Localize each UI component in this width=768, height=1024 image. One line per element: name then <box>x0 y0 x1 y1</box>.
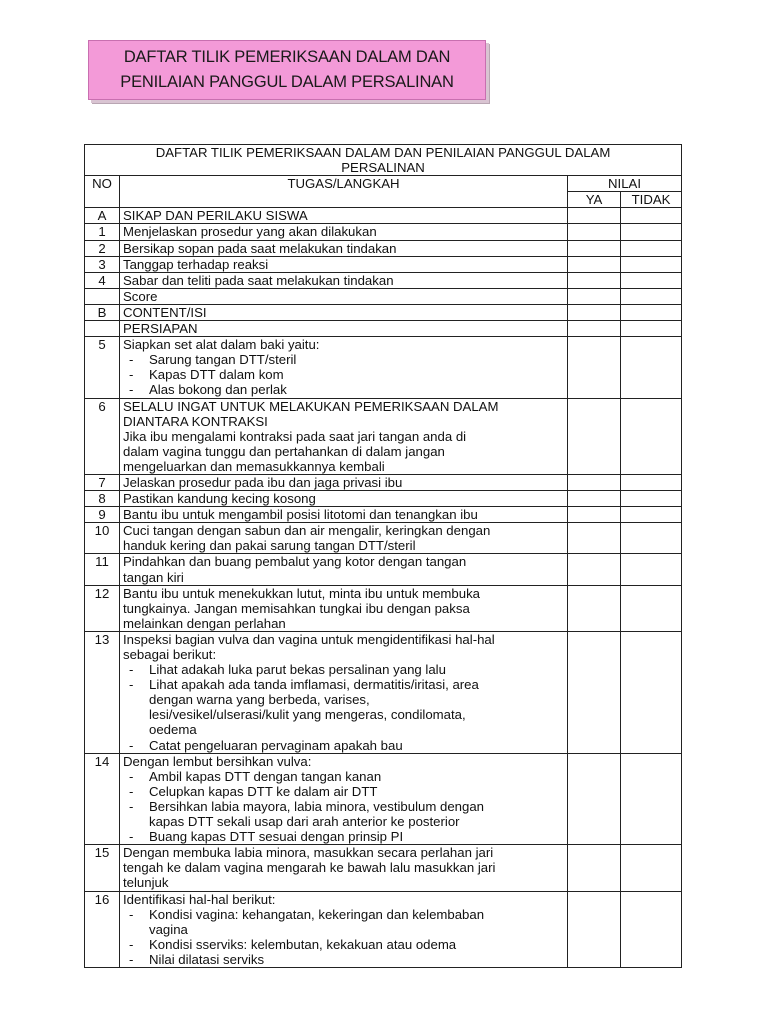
step-text-line <box>123 224 564 239</box>
ya-checkbox-cell[interactable] <box>568 554 621 585</box>
ya-checkbox-cell[interactable] <box>568 304 621 320</box>
column-header-ya: YA <box>568 192 621 208</box>
step-text-line <box>123 459 564 474</box>
step-text: oedema <box>149 722 197 738</box>
document-title-banner <box>88 40 486 100</box>
step-description <box>120 240 568 256</box>
table-title-row <box>85 145 682 176</box>
step-text: lesi/vesikel/ulserasi/kulit yang mengeras, condilomata, <box>149 707 466 723</box>
dash-bullet-icon: - <box>129 662 134 678</box>
step-text-line <box>123 321 564 336</box>
step-text: Nilai dilatasi serviks <box>149 951 265 967</box>
dash-bullet-icon: - <box>129 951 134 967</box>
step-text: PERSIAPAN <box>123 321 198 337</box>
step-text-line <box>123 305 564 320</box>
ya-checkbox-cell[interactable] <box>568 272 621 288</box>
tidak-checkbox-cell[interactable] <box>621 398 682 474</box>
step-text: dalam vagina tunggu dan pertahankan di dalam jangan <box>123 443 445 459</box>
step-text-line <box>123 337 564 352</box>
row-number: 14 <box>85 753 120 845</box>
table-row <box>85 507 682 523</box>
step-text-line <box>123 414 564 429</box>
step-text-line <box>123 289 564 304</box>
step-text: Pastikan kandung kecing kosong <box>123 491 316 507</box>
step-description <box>120 507 568 523</box>
row-number: 10 <box>85 523 120 554</box>
ya-checkbox-cell[interactable] <box>568 256 621 272</box>
tidak-checkbox-cell[interactable] <box>621 240 682 256</box>
step-text-line <box>123 208 564 223</box>
step-text: Tanggap terhadap reaksi <box>123 256 269 272</box>
ya-checkbox-cell[interactable] <box>568 240 621 256</box>
table-row <box>85 208 682 224</box>
step-description <box>120 491 568 507</box>
step-text: Score <box>123 288 158 304</box>
step-description <box>120 272 568 288</box>
dash-bullet-icon: - <box>129 829 134 845</box>
tidak-checkbox-cell[interactable] <box>621 585 682 631</box>
step-text: CONTENT/ISI <box>123 304 207 320</box>
step-text-line <box>123 475 564 490</box>
step-text-line <box>123 632 564 647</box>
step-text: handuk kering dan pakai sarung tangan DTT/steril <box>123 538 416 554</box>
step-text-line <box>123 601 564 616</box>
step-text-line <box>123 507 564 522</box>
bullet-item <box>123 367 564 382</box>
tidak-checkbox-cell[interactable] <box>621 523 682 554</box>
step-text: Identifikasi hal-hal berikut: <box>123 891 276 907</box>
row-number: 15 <box>85 845 120 891</box>
row-number: 1 <box>85 224 120 240</box>
dash-bullet-icon: - <box>129 768 134 784</box>
step-text-line <box>123 273 564 288</box>
row-number: 5 <box>85 337 120 398</box>
ya-checkbox-cell[interactable] <box>568 753 621 845</box>
step-description <box>120 208 568 224</box>
step-description <box>120 753 568 845</box>
row-number: 16 <box>85 891 120 967</box>
step-text-line <box>123 754 564 769</box>
step-text-line <box>123 554 564 569</box>
column-header-tidak: TIDAK <box>621 192 682 208</box>
row-number: 2 <box>85 240 120 256</box>
dash-bullet-icon: - <box>129 367 134 383</box>
step-text: melainkan dengan perlahan <box>123 615 286 631</box>
ya-checkbox-cell[interactable] <box>568 208 621 224</box>
step-text-line <box>123 845 564 860</box>
row-number: 12 <box>85 585 120 631</box>
step-text: Celupkan kapas DTT ke dalam air DTT <box>149 783 378 799</box>
step-text: Menjelaskan prosedur yang akan dilakukan <box>123 224 377 240</box>
step-text-line <box>123 257 564 272</box>
ya-checkbox-cell[interactable] <box>568 845 621 891</box>
bullet-item <box>123 382 564 397</box>
step-text: Lihat adakah luka parut bekas persalinan yang lalu <box>149 662 446 678</box>
tidak-checkbox-cell[interactable] <box>621 337 682 398</box>
step-text: Dengan lembut bersihkan vulva: <box>123 753 312 769</box>
bullet-continuation <box>123 722 564 737</box>
step-text-line <box>123 538 564 553</box>
step-text-line <box>123 616 564 631</box>
column-header-row <box>85 176 682 192</box>
step-description <box>120 304 568 320</box>
step-text: tungkainya. Jangan memisahkan tungkai ibu dengan paksa <box>123 600 470 616</box>
table-row <box>85 256 682 272</box>
step-description <box>120 523 568 554</box>
tidak-checkbox-cell[interactable] <box>621 845 682 891</box>
table-title-cell <box>85 145 682 176</box>
row-number <box>85 288 120 304</box>
dash-bullet-icon: - <box>129 382 134 398</box>
step-text: Bantu ibu untuk mengambil posisi litotomi dan tenangkan ibu <box>123 507 478 523</box>
ya-checkbox-cell[interactable] <box>568 523 621 554</box>
step-text: Jika ibu mengalami kontraksi pada saat jari tangan anda di <box>123 428 467 444</box>
ya-checkbox-cell[interactable] <box>568 491 621 507</box>
table-row <box>85 523 682 554</box>
table-row <box>85 398 682 474</box>
row-number: 11 <box>85 554 120 585</box>
step-text: SELALU INGAT UNTUK MELAKUKAN PEMERIKSAAN DALAM <box>123 398 499 414</box>
tidak-checkbox-cell[interactable] <box>621 288 682 304</box>
step-text: Jelaskan prosedur pada ibu dan jaga privasi ibu <box>123 474 403 490</box>
step-text: Bantu ibu untuk menekukkan lutut, minta ibu untuk membuka <box>123 585 481 601</box>
bullet-item <box>123 829 564 844</box>
step-text: Bersihkan labia mayora, labia minora, vestibulum dengan <box>149 798 484 814</box>
tidak-checkbox-cell[interactable] <box>621 507 682 523</box>
step-description <box>120 398 568 474</box>
tidak-checkbox-cell[interactable] <box>621 256 682 272</box>
table-row <box>85 631 682 753</box>
tidak-checkbox-cell[interactable] <box>621 554 682 585</box>
step-text-line <box>123 860 564 875</box>
checklist-table <box>84 144 682 968</box>
banner-title-line-1: DAFTAR TILIK PEMERIKSAAN DALAM DAN <box>123 48 451 66</box>
step-text: Ambil kapas DTT dengan tangan kanan <box>149 768 382 784</box>
bullet-item <box>123 799 564 814</box>
step-text-line <box>123 491 564 506</box>
table-row <box>85 337 682 398</box>
table-row <box>85 845 682 891</box>
bullet-item <box>123 662 564 677</box>
step-text: DIANTARA KONTRAKSI <box>123 413 268 429</box>
table-row <box>85 272 682 288</box>
step-text-line <box>123 241 564 256</box>
row-number: 13 <box>85 631 120 753</box>
column-header-no: NO <box>85 176 120 208</box>
bullet-item <box>123 952 564 967</box>
dash-bullet-icon: - <box>129 352 134 368</box>
step-text: SIKAP DAN PERILAKU SISWA <box>123 208 308 224</box>
step-text: Buang kapas DTT sesuai dengan prinsip PI <box>149 829 404 845</box>
row-number: 3 <box>85 256 120 272</box>
dash-bullet-icon: - <box>129 936 134 952</box>
dash-bullet-icon: - <box>129 677 134 693</box>
ya-checkbox-cell[interactable] <box>568 321 621 337</box>
step-description <box>120 288 568 304</box>
bullet-item <box>123 738 564 753</box>
tidak-checkbox-cell[interactable] <box>621 631 682 753</box>
step-text: Catat pengeluaran pervaginam apakah bau <box>149 737 403 753</box>
column-header-step: TUGAS/LANGKAH <box>120 176 568 208</box>
bullet-item <box>123 352 564 367</box>
step-text-line <box>123 429 564 444</box>
bullet-item <box>123 907 564 922</box>
step-text: Sarung tangan DTT/steril <box>149 352 297 368</box>
bullet-item <box>123 677 564 692</box>
row-number: 7 <box>85 474 120 490</box>
step-description <box>120 224 568 240</box>
table-row <box>85 753 682 845</box>
table-title-line-2: PERSALINAN <box>341 160 425 176</box>
bullet-continuation <box>123 922 564 937</box>
step-text-line <box>123 399 564 414</box>
tidak-checkbox-cell[interactable] <box>621 304 682 320</box>
tidak-checkbox-cell[interactable] <box>621 321 682 337</box>
step-text: Alas bokong dan perlak <box>149 382 287 398</box>
step-description <box>120 337 568 398</box>
table-title-line-1: DAFTAR TILIK PEMERIKSAAN DALAM DAN PENILAIAN PANGGUL DALAM <box>155 145 611 160</box>
tidak-checkbox-cell[interactable] <box>621 491 682 507</box>
ya-checkbox-cell[interactable] <box>568 631 621 753</box>
step-text-line <box>123 444 564 459</box>
row-number: B <box>85 304 120 320</box>
tidak-checkbox-cell[interactable] <box>621 224 682 240</box>
column-header-nilai: NILAI <box>568 176 682 192</box>
dash-bullet-icon: - <box>129 798 134 814</box>
step-description <box>120 891 568 967</box>
table-row <box>85 491 682 507</box>
table-row <box>85 891 682 967</box>
ya-checkbox-cell[interactable] <box>568 224 621 240</box>
dash-bullet-icon: - <box>129 737 134 753</box>
step-description <box>120 474 568 490</box>
step-description <box>120 321 568 337</box>
step-text: Kapas DTT dalam kom <box>149 367 284 383</box>
table-row <box>85 240 682 256</box>
dash-bullet-icon: - <box>129 906 134 922</box>
tidak-checkbox-cell[interactable] <box>621 208 682 224</box>
ya-checkbox-cell[interactable] <box>568 585 621 631</box>
bullet-continuation <box>123 814 564 829</box>
step-description <box>120 631 568 753</box>
step-text: sebagai berikut: <box>123 647 217 662</box>
step-text: Dengan membuka labia minora, masukkan secara perlahan jari <box>123 845 494 861</box>
tidak-checkbox-cell[interactable] <box>621 891 682 967</box>
step-description <box>120 554 568 585</box>
checklist-rows <box>85 208 682 968</box>
tidak-checkbox-cell[interactable] <box>621 753 682 845</box>
ya-checkbox-cell[interactable] <box>568 891 621 967</box>
table-row <box>85 554 682 585</box>
step-text: tangan kiri <box>123 569 184 585</box>
step-text: Sabar dan teliti pada saat melakukan tindakan <box>123 272 394 288</box>
table-row <box>85 585 682 631</box>
ya-checkbox-cell[interactable] <box>568 337 621 398</box>
step-text-line <box>123 586 564 601</box>
row-number: 8 <box>85 491 120 507</box>
step-text: kapas DTT sekali usap dari arah anterior ke posterior <box>149 814 460 830</box>
dash-bullet-icon: - <box>129 783 134 799</box>
step-text: telunjuk <box>123 875 169 891</box>
step-description <box>120 845 568 891</box>
step-text: vagina <box>149 921 188 937</box>
step-text-line <box>123 523 564 538</box>
tidak-checkbox-cell[interactable] <box>621 474 682 490</box>
banner-title-line-2: PENILAIAN PANGGUL DALAM PERSALINAN <box>120 73 454 91</box>
row-number <box>85 321 120 337</box>
step-text-line <box>123 570 564 585</box>
ya-checkbox-cell[interactable] <box>568 474 621 490</box>
step-text: tengah ke dalam vagina mengarah ke bawah lalu masukkan jari <box>123 860 496 876</box>
row-number: 4 <box>85 272 120 288</box>
tidak-checkbox-cell[interactable] <box>621 272 682 288</box>
step-text: Kondisi vagina: kehangatan, kekeringan dan kelembaban <box>149 906 485 922</box>
table-row <box>85 474 682 490</box>
table-row <box>85 321 682 337</box>
ya-checkbox-cell[interactable] <box>568 398 621 474</box>
step-text: mengeluarkan dan memasukkannya kembali <box>123 458 385 474</box>
step-text: Kondisi sserviks: kelembutan, kekakuan atau odema <box>149 936 457 952</box>
bullet-item <box>123 769 564 784</box>
table-row <box>85 304 682 320</box>
step-description <box>120 585 568 631</box>
bullet-item <box>123 937 564 952</box>
step-text: Lihat apakah ada tanda imflamasi, dermatitis/iritasi, area <box>149 677 479 693</box>
row-number: 6 <box>85 398 120 474</box>
row-number: 9 <box>85 507 120 523</box>
bullet-item <box>123 784 564 799</box>
step-text: Pindahkan dan buang pembalut yang kotor dengan tangan <box>123 554 467 570</box>
step-text: Cuci tangan dengan sabun dan air mengalir, keringkan dengan <box>123 523 491 539</box>
step-description <box>120 256 568 272</box>
ya-checkbox-cell[interactable] <box>568 288 621 304</box>
table-row <box>85 288 682 304</box>
bullet-continuation <box>123 692 564 707</box>
step-text: Inspeksi bagian vulva dan vagina untuk mengidentifikasi hal-hal <box>123 631 495 647</box>
step-text-line <box>123 892 564 907</box>
bullet-continuation <box>123 707 564 722</box>
step-text: Siapkan set alat dalam baki yaitu: <box>123 337 320 353</box>
step-text-line <box>123 647 564 662</box>
table-row <box>85 224 682 240</box>
step-text: Bersikap sopan pada saat melakukan tindakan <box>123 240 397 256</box>
ya-checkbox-cell[interactable] <box>568 507 621 523</box>
row-number: A <box>85 208 120 224</box>
step-text-line <box>123 875 564 890</box>
step-text: dengan warna yang berbeda, varises, <box>149 692 370 708</box>
